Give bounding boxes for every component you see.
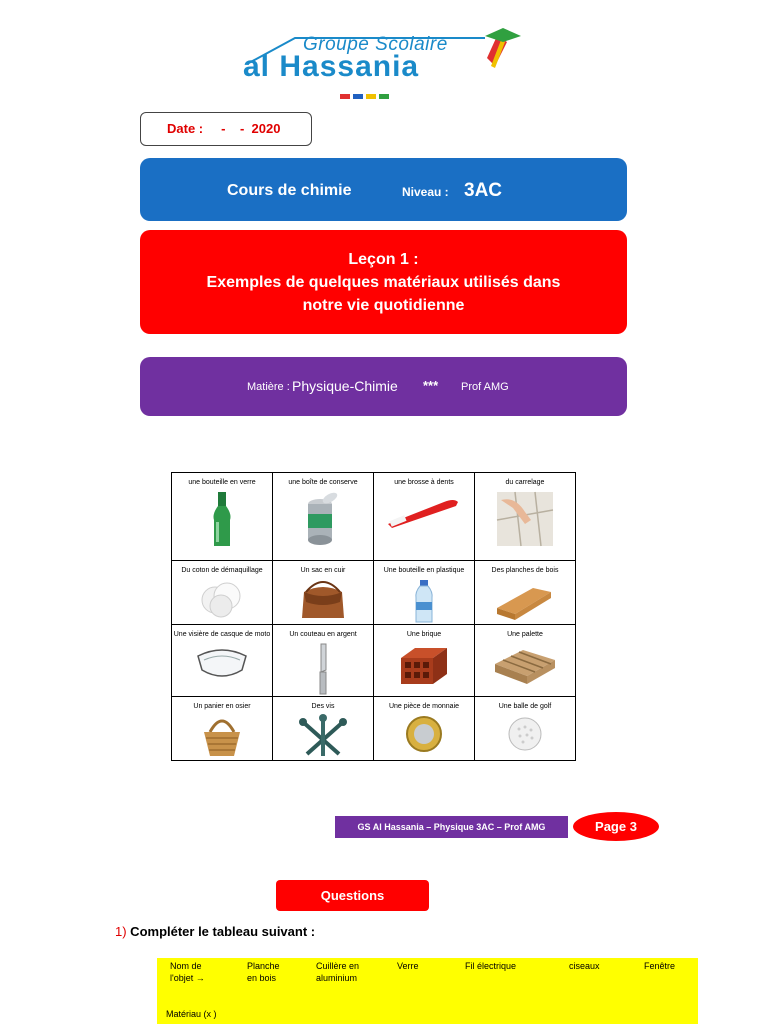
table-row-label: Matériau (x ): [166, 1009, 217, 1019]
page-number-badge: Page 3: [573, 812, 659, 841]
wicker-basket-icon: [200, 714, 244, 760]
lesson-number: Leçon 1 :: [348, 251, 419, 268]
lesson-title-line1: Exemples de quelques matériaux utilisés dans: [206, 274, 561, 291]
question-number: 1): [115, 924, 127, 939]
table-header-cell: Verre: [397, 961, 419, 971]
lesson-title-line2: notre vie quotidienne: [302, 297, 465, 314]
materials-image-grid: [171, 472, 576, 761]
question-text: Compléter le tableau suivant :: [126, 924, 316, 939]
logo-main-text: al Hassania: [243, 50, 420, 83]
grid-caption: une bouteille en verre: [188, 479, 256, 486]
grid-caption: Une visière de casque de moto: [173, 631, 271, 638]
materials-table: [157, 958, 698, 1024]
school-logo: [235, 28, 535, 98]
grid-caption: du carrelage: [505, 479, 545, 486]
grid-caption: une brosse à dents: [394, 479, 454, 486]
grid-cell: [172, 697, 273, 761]
knife-icon: [313, 642, 333, 696]
level-label: Niveau :: [402, 185, 449, 199]
helmet-visor-icon: [192, 642, 252, 686]
subject-separator: ***: [423, 378, 439, 393]
grid-caption: Une brique: [406, 631, 442, 638]
question-1: [115, 924, 315, 939]
footer-bar: GS Al Hassania – Physique 3AC – Prof AMG: [335, 816, 568, 838]
grid-cell: [475, 697, 576, 761]
grid-caption: Des planches de bois: [491, 567, 559, 574]
golf-ball-icon: [505, 714, 545, 754]
leather-bag-icon: [296, 578, 350, 622]
pallet-icon: [493, 642, 557, 688]
table-header-cell: Nom de l'objet →: [170, 961, 205, 983]
logo-color-dots: [340, 86, 392, 104]
table-header-cell: Fenêtre: [644, 961, 676, 971]
grid-caption: Une palette: [507, 631, 543, 638]
grid-cell: [172, 625, 273, 697]
grid-caption: Un sac en cuir: [300, 567, 346, 574]
grid-caption: Du coton de démaquillage: [181, 567, 263, 574]
teacher-name: Prof AMG: [461, 381, 509, 393]
table-header-cell: Fil électrique: [465, 961, 517, 971]
grid-cell: [475, 561, 576, 625]
grid-caption: Une balle de golf: [498, 703, 552, 710]
grid-cell: [374, 473, 475, 561]
toothbrush-icon: [384, 490, 464, 530]
subject-banner: [140, 357, 627, 416]
table-header-cell: Cuillère en aluminium: [316, 961, 360, 983]
course-banner: [140, 158, 627, 221]
coin-icon: [404, 714, 444, 754]
brick-icon: [397, 642, 451, 688]
tin-can-icon: [298, 490, 348, 548]
grid-cell: [273, 625, 374, 697]
course-title: Cours de chimie: [227, 182, 352, 199]
grid-cell: [374, 561, 475, 625]
grid-cell: [475, 625, 576, 697]
wood-planks-icon: [493, 578, 557, 622]
grid-caption: Une bouteille en plastique: [383, 567, 465, 574]
grid-caption: Un panier en osier: [193, 703, 251, 710]
logo-top-text: Groupe Scolaire: [303, 34, 448, 55]
table-header-cell: Planche en bois: [247, 961, 280, 983]
lesson-banner: [140, 230, 627, 334]
grid-cell: [374, 697, 475, 761]
questions-heading: Questions: [276, 880, 429, 911]
grid-cell: [273, 697, 374, 761]
date-box: [140, 112, 312, 146]
cotton-pads-icon: [197, 578, 247, 618]
grid-cell: [172, 561, 273, 625]
table-header-cell: ciseaux: [569, 961, 600, 971]
tiles-icon: [495, 490, 555, 548]
screws-icon: [293, 714, 353, 760]
date-text: Date : - - 2020: [167, 121, 281, 136]
subject-label: Matière :: [247, 381, 290, 393]
grid-cell: [374, 625, 475, 697]
glass-bottle-icon: [202, 490, 242, 548]
grid-caption: Des vis: [311, 703, 335, 710]
plastic-bottle-icon: [409, 578, 439, 624]
grid-cell: [172, 473, 273, 561]
level-value: 3AC: [464, 180, 503, 201]
grid-caption: Une pièce de monnaie: [388, 703, 460, 710]
subject-value: Physique-Chimie: [292, 378, 398, 394]
grid-cell: [273, 561, 374, 625]
grid-cell: [475, 473, 576, 561]
grid-cell: [273, 473, 374, 561]
grid-caption: Un couteau en argent: [289, 631, 357, 638]
grid-caption: une boîte de conserve: [288, 479, 358, 486]
